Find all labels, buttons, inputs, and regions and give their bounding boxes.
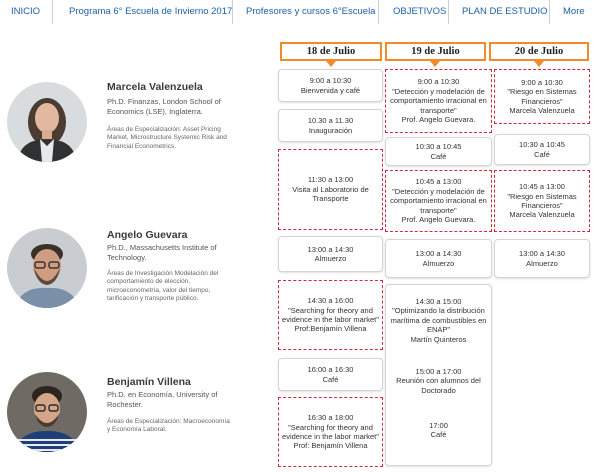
avatar-benjamin-villena [7, 372, 87, 452]
nav-divider [232, 0, 233, 24]
session-time: 13:00 a 14:30 [307, 244, 354, 254]
session-title: Almuerzo [422, 258, 455, 268]
session-time: 15:00 a 17:00 [415, 367, 462, 376]
person-degree: Ph.D., Massachusetts Institute of Technology. [107, 243, 217, 262]
session-title: "Riesgo en Sistemas Financieros" [507, 87, 577, 106]
session-time: 9:00 a 10:30 [309, 76, 352, 86]
person-degree: Ph.D. en Economía, University of Rochester. [107, 390, 218, 409]
session-title: Café [430, 430, 447, 440]
session-speaker: Marcela Valenzuela [509, 105, 575, 115]
session-time: 13:00 a 14:30 [519, 249, 565, 259]
session-title: Café [430, 151, 447, 161]
session-title: Inauguración [308, 125, 353, 135]
session-time: 9:00 a 10:30 [521, 77, 563, 87]
session-title: "Detección y modelación de comportamiento irracional en transporte" [390, 86, 487, 115]
nav-profesores[interactable]: Profesores y cursos 6°Escuela [246, 6, 376, 17]
session-time: 14:30 a 15:00 [415, 297, 462, 306]
session-title: "Searching for theory and evidence in the labor market" [282, 305, 379, 324]
session-time: 13:00 a 14:30 [415, 249, 462, 259]
session-time: 16:30 a 18:00 [307, 413, 354, 423]
person-name: Benjamín Villena [107, 376, 191, 388]
session-speaker: Prof. Angelo Guevara. [401, 215, 476, 225]
session-title: Café [534, 149, 550, 159]
session-time: 16:00 a 16:30 [307, 365, 354, 375]
session-cell [385, 421, 492, 440]
nav-objetivos[interactable]: OBJETIVOS [393, 6, 447, 17]
session-title: Reunión con alumnos del Doctorado [396, 376, 481, 395]
session-cell [494, 69, 590, 124]
session-cell [278, 109, 383, 142]
session-cell [385, 239, 492, 278]
session-speaker: Prof. Angelo Guevara. [401, 115, 476, 125]
nav-divider [549, 0, 550, 24]
session-cell [278, 149, 383, 230]
session-time: 10.30 a 11.30 [307, 116, 354, 126]
nav-plan-estudio[interactable]: PLAN DE ESTUDIO [462, 6, 548, 17]
nav-divider [448, 0, 449, 24]
session-speaker: Marcela Valenzuela [509, 210, 575, 220]
session-time: 10:45 a 13:00 [519, 182, 565, 192]
session-cell [278, 236, 383, 272]
nav-divider [52, 0, 53, 24]
person-degree: Ph.D. Finanzas, London School of Economics (LSE), Inglaterra. [107, 97, 221, 116]
day-header: 19 de Julio [385, 42, 486, 61]
session-time: 10:45 a 13:00 [415, 177, 462, 187]
session-speaker: Prof:Benjamín Villena [294, 324, 367, 334]
session-title: Almuerzo [526, 258, 558, 268]
session-cell [494, 170, 590, 232]
session-cell [278, 397, 383, 467]
session-speaker: Prof: Benjamín Villena [293, 441, 368, 451]
session-title: "Riesgo en Sistemas Financieros" [507, 191, 577, 210]
session-speaker: Martín Quinteros [410, 334, 467, 344]
nav-inicio[interactable]: INICIO [11, 6, 41, 17]
day-header: 20 de Julio [489, 42, 589, 61]
session-title: "Optimizando la distribución marítima de combustibles en ENAP" [390, 306, 487, 335]
session-title: Café [322, 374, 339, 384]
session-title: "Detección y modelación de comportamiento irracional en transporte" [390, 186, 487, 215]
session-time: 14:30 a 16:00 [307, 296, 354, 306]
session-cell [385, 367, 492, 395]
session-time: 10:30 a 10:45 [519, 140, 565, 150]
session-cell [494, 134, 590, 165]
session-cell [385, 297, 492, 344]
nav-divider [378, 0, 379, 24]
top-nav [0, 0, 600, 24]
day-arrow [534, 61, 544, 67]
day-arrow [326, 61, 336, 67]
session-title: "Searching for theory and evidence in the labor market" [282, 422, 379, 441]
session-time: 10:30 a 10:45 [415, 142, 462, 152]
person-name: Angelo Guevara [107, 229, 188, 241]
session-title: Almuerzo [314, 254, 347, 263]
avatar-marcela-valenzuela [7, 82, 87, 162]
session-cell [385, 137, 492, 166]
session-cell [278, 358, 383, 391]
person-areas: Áreas de Investigación Modelación del comportamiento de elección, microeconometría, valor del tiempo, tarificación y transporte público. [107, 270, 219, 302]
avatar-angelo-guevara [7, 228, 87, 308]
session-cell [385, 170, 492, 232]
session-cell [494, 239, 590, 278]
nav-more[interactable]: More [563, 6, 585, 17]
session-cell [278, 280, 383, 350]
session-cell [385, 69, 492, 133]
session-time: 17:00 [429, 421, 448, 430]
session-title: Bienvenida y café [300, 85, 361, 95]
session-time: 11:30 a 13:00 [307, 175, 354, 185]
session-time: 9:00 a 10:30 [417, 77, 460, 87]
person-areas: Áreas de Especialización: Macroeconomía y Economía Laboral. [107, 418, 230, 434]
day-header: 18 de Julio [280, 42, 382, 61]
session-cell [278, 69, 383, 102]
nav-programa[interactable]: Programa 6° Escuela de Invierno 2017 [69, 6, 233, 17]
person-name: Marcela Valenzuela [107, 81, 203, 93]
session-title: Visita al Laboratorio de Transporte [292, 184, 369, 204]
person-areas: Áreas de Especialización: Asset Pricing Market, Microstructure Systemic Risk and Financial Econometrics. [107, 126, 227, 150]
day-arrow [430, 61, 440, 67]
